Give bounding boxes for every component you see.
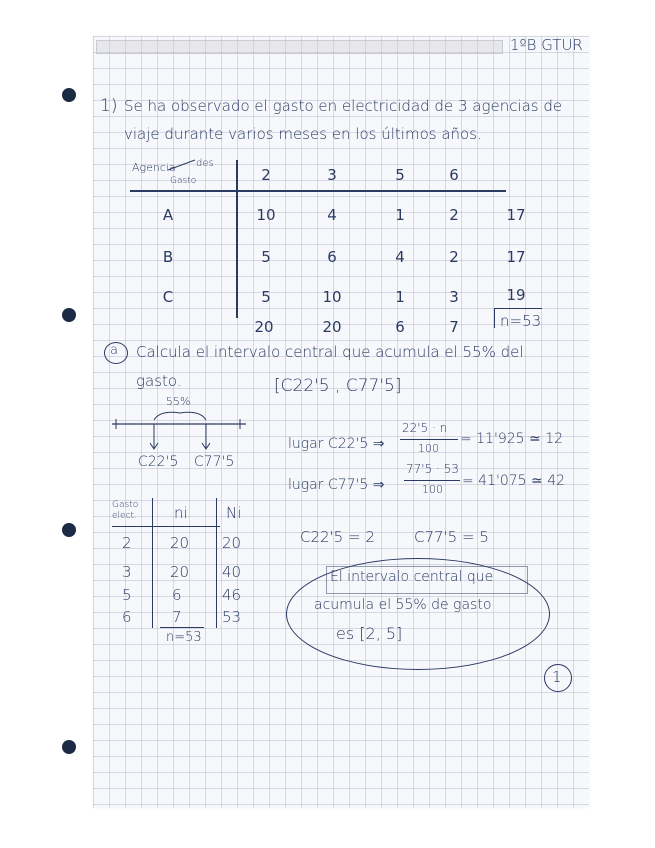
- binder-hole-3: [62, 523, 76, 537]
- table-cell: 1: [395, 206, 405, 224]
- col-header: 6: [449, 166, 459, 184]
- table2-cell: 7: [172, 608, 182, 626]
- lugar-low-fraction-bar: [400, 439, 458, 440]
- table-cell: 6: [327, 248, 337, 266]
- c-high-label: C77'5: [194, 454, 235, 470]
- table-cell: 2: [449, 206, 459, 224]
- statement-line-2: viaje durante varios meses en los últimos años.: [124, 125, 482, 143]
- class-label: 1ºB GTUR: [510, 36, 583, 54]
- table2-total-rule: [160, 627, 204, 628]
- table-cell: 5: [261, 288, 271, 306]
- table2-header-Ni: Ni: [226, 504, 242, 522]
- statement-line-1: Se ha observado el gasto en electricidad de 3 agencias de: [124, 97, 563, 115]
- col-total: 6: [395, 318, 405, 336]
- number-line-sketch: [0, 0, 1, 1]
- col-header: 3: [327, 166, 337, 184]
- percent-label: 55%: [166, 395, 191, 408]
- table2-cell: 20: [170, 563, 190, 581]
- table2-cell: 6: [172, 586, 182, 604]
- row-label: B: [162, 248, 174, 266]
- table2-total: n=53: [166, 630, 202, 645]
- lugar-low-den: 100: [418, 442, 439, 455]
- table2-cell: 46: [222, 586, 242, 604]
- table2-cell: 2: [122, 534, 132, 552]
- part-a-label: a: [110, 343, 118, 358]
- lugar-low-num: 22'5 · n: [402, 421, 448, 435]
- table2-rule-1: [152, 498, 153, 628]
- corner-label-right: des: [196, 158, 214, 169]
- exercise-number: 1): [100, 96, 118, 116]
- table-cell: 3: [449, 288, 459, 306]
- lugar-high-num: 77'5 · 53: [406, 462, 459, 476]
- page-number: 1: [552, 668, 562, 686]
- col-total: 20: [254, 318, 274, 336]
- table-cell: 2: [449, 248, 459, 266]
- table2-cell: 40: [222, 563, 242, 581]
- table2-cell: 53: [222, 608, 242, 626]
- lugar-high-den: 100: [422, 483, 443, 496]
- lugar-high-fraction-bar: [404, 480, 460, 481]
- table2-header-gasto: Gasto elect.: [112, 500, 139, 521]
- row-label: A: [162, 206, 174, 224]
- conclusion-line-1: El intervalo central que: [330, 569, 494, 585]
- header-bar: [96, 40, 503, 54]
- corner-label-top: Agencia: [132, 161, 176, 174]
- part-a-question-1: Calcula el intervalo central que acumula el 55% del: [136, 343, 524, 361]
- conclusion-line-2: acumula el 55% de gasto: [314, 597, 492, 613]
- c-low-label: C22'5: [138, 454, 179, 470]
- grand-total-rule-vert: [494, 308, 495, 328]
- lugar-high: lugar C77'5 ⇒: [288, 477, 385, 493]
- row-label: C: [162, 288, 174, 306]
- table-cell: 10: [256, 206, 276, 224]
- interval-notation: [C22'5 , C77'5]: [274, 376, 402, 396]
- result-low: C22'5 = 2: [300, 528, 375, 546]
- row-total: 17: [506, 206, 526, 224]
- col-total: 20: [322, 318, 342, 336]
- table-cell: 4: [327, 206, 337, 224]
- binder-hole-2: [62, 308, 76, 322]
- table2-cell: 6: [122, 608, 132, 626]
- lugar-low-result: = 11'925 ≃ 12: [460, 431, 564, 447]
- table-cell: 1: [395, 288, 405, 306]
- table-cell: 5: [261, 248, 271, 266]
- part-a-question-2: gasto.: [136, 372, 182, 390]
- table2-cell: 20: [222, 534, 242, 552]
- conclusion-line-3: es [2, 5]: [336, 624, 403, 643]
- table2-header-ni: ni: [174, 504, 188, 522]
- grand-total-rule: [494, 308, 542, 309]
- notebook-page: [93, 36, 589, 808]
- row-total: 17: [506, 248, 526, 266]
- binder-hole-1: [62, 88, 76, 102]
- binder-hole-4: [62, 740, 76, 754]
- table2-rule-2: [216, 498, 217, 628]
- table-cell: 10: [322, 288, 342, 306]
- col-header: 2: [261, 166, 271, 184]
- table-cell: 4: [395, 248, 405, 266]
- lugar-high-result: = 41'075 ≃ 42: [462, 473, 566, 489]
- table1-vertical-rule: [236, 160, 238, 318]
- table1-header-rule: [130, 190, 506, 192]
- table2-header-rule: [112, 526, 220, 527]
- row-total: 19: [506, 286, 526, 304]
- table2-cell: 20: [170, 534, 190, 552]
- lugar-low: lugar C22'5 ⇒: [288, 436, 385, 452]
- col-total: 7: [449, 318, 459, 336]
- result-high: C77'5 = 5: [414, 528, 489, 546]
- col-header: 5: [395, 166, 405, 184]
- table2-cell: 3: [122, 563, 132, 581]
- table2-cell: 5: [122, 586, 132, 604]
- grand-total: n=53: [500, 312, 542, 330]
- corner-label-bottom: Gasto: [170, 176, 197, 186]
